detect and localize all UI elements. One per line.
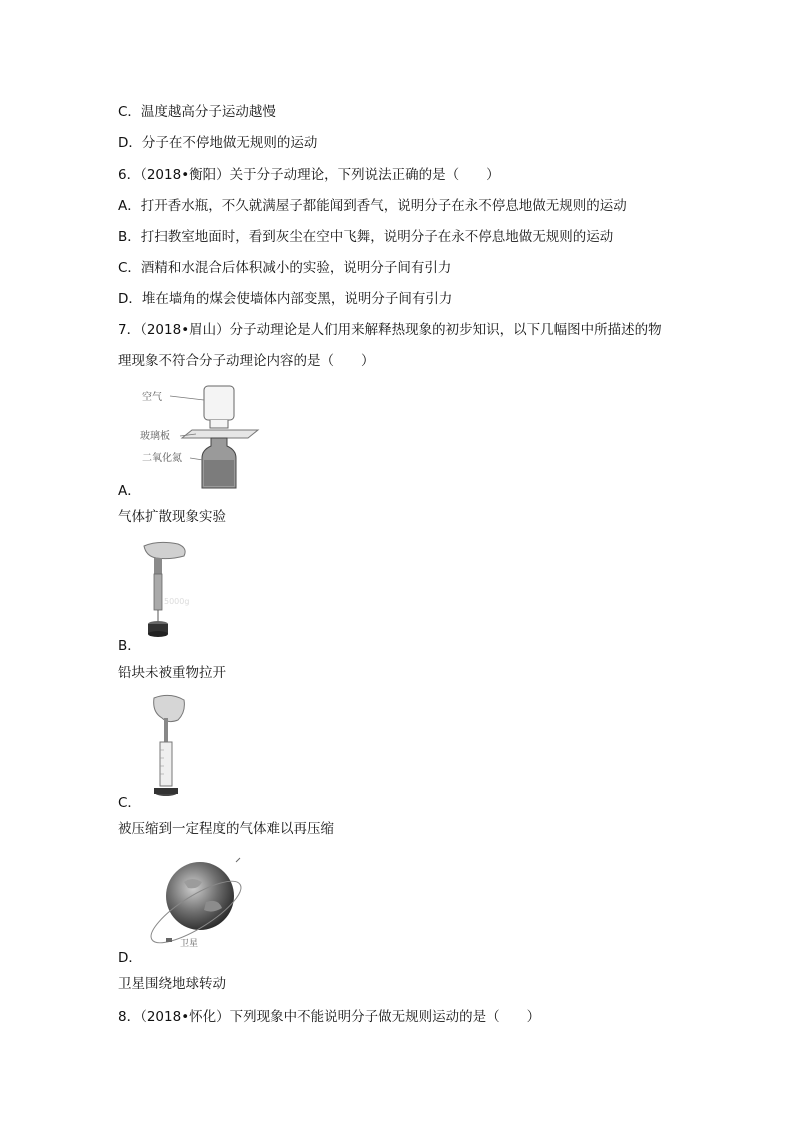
q7-option-c-caption: 被压缩到一定程度的气体难以再压缩 (118, 821, 334, 837)
label-no2: 二氧化氮 (142, 453, 182, 464)
earth-icon (166, 862, 234, 930)
q7-option-c-letter: C． (118, 795, 141, 811)
q6-option-a: A．打开香水瓶，不久就满屋子都能闻到香气，说明分子在永不停息地做无规则的运动 (118, 198, 627, 214)
q8-stem: 8．（2018•怀化）下列现象中不能说明分子做无规则运动的是（ ） (118, 1009, 541, 1025)
q7-option-a-caption: 气体扩散现象实验 (118, 509, 226, 525)
q5-option-d: D．分子在不停地做无规则的运动 (118, 135, 318, 151)
satellite-icon (166, 938, 172, 942)
earth-satellite-figure (140, 852, 250, 952)
q7-option-a-letter: A． (118, 483, 141, 499)
q6-option-d: D．堆在墙角的煤会使墙体内部变黑，说明分子间有引力 (118, 291, 453, 307)
q6-option-c: C．酒精和水混合后体积减小的实验，说明分子间有引力 (118, 260, 452, 276)
q7-option-b-letter: B． (118, 638, 141, 654)
weight-watermark: 5000g (164, 597, 190, 606)
q7-option-d-caption: 卫星围绕地球转动 (118, 976, 226, 992)
q5-option-c: C．温度越高分子运动越慢 (118, 104, 276, 120)
lead-block-figure (140, 540, 200, 642)
q7-option-d-letter: D． (118, 950, 142, 966)
q6-stem: 6．（2018•衡阳）关于分子动理论，下列说法正确的是（ ） (118, 167, 500, 183)
q7-option-b-caption: 铅块未被重物拉开 (118, 665, 226, 681)
syringe-figure (140, 694, 200, 802)
q7-stem-line2: 理现象不符合分子动理论内容的是（ ） (118, 353, 375, 369)
label-glass-plate: 玻璃板 (140, 431, 170, 442)
label-air: 空气 (142, 392, 162, 403)
label-satellite: 卫星 (180, 939, 199, 949)
q7-stem-line1: 7．（2018•眉山）分子动理论是人们用来解释热现象的初步知识，以下几幅图中所描述的物 (118, 322, 662, 338)
q6-option-b: B．打扫教室地面时，看到灰尘在空中飞舞，说明分子在永不停息地做无规则的运动 (118, 229, 614, 245)
gas-diffusion-figure (140, 384, 270, 494)
